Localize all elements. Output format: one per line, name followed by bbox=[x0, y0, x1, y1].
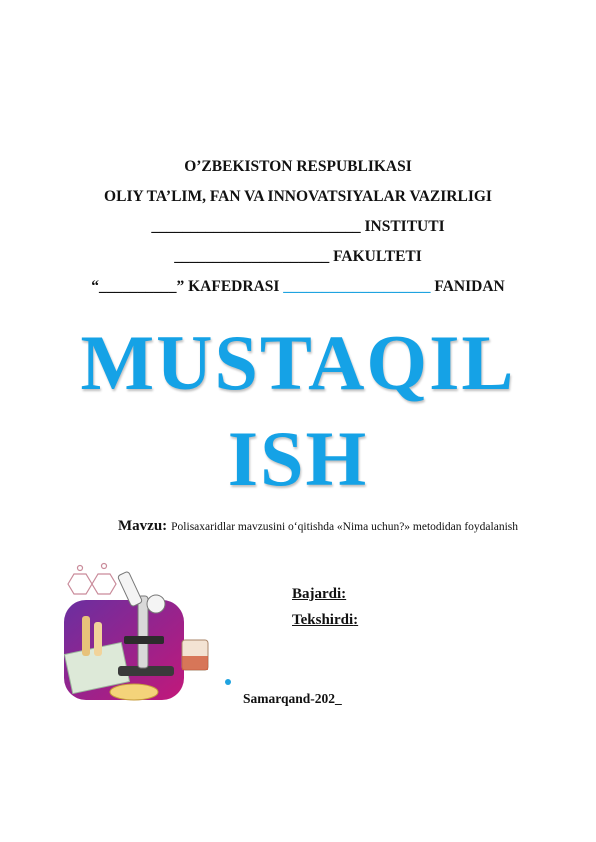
topic bbox=[118, 517, 518, 535]
faculty-blank: ____________________ bbox=[174, 248, 330, 265]
institute-label: INSTITUTI bbox=[364, 218, 445, 235]
title-line-2: ISH bbox=[227, 415, 369, 502]
institute-line bbox=[0, 218, 596, 236]
lab-illustration-svg bbox=[58, 556, 238, 706]
checked-by-colon: : bbox=[353, 612, 359, 628]
department-label: KAFEDRASI bbox=[188, 278, 280, 295]
ministry-heading: OLIY TA’LIM, FAN VA INNOVATSIYALAR VAZIRLIGI bbox=[104, 188, 492, 205]
beaker-icon bbox=[182, 640, 208, 670]
faculty-line bbox=[0, 248, 596, 266]
performed-by-label: Bajardi: bbox=[292, 586, 347, 602]
department-line bbox=[0, 278, 596, 296]
republic-heading: O’ZBEKISTON RESPUBLIKASI bbox=[184, 158, 412, 175]
test-tube-icon bbox=[82, 616, 90, 656]
blue-dot bbox=[225, 679, 231, 685]
subject-blank: ___________________ bbox=[283, 278, 431, 295]
title-line-1: MUSTAQIL bbox=[80, 319, 516, 406]
topic-label: Mavzu: bbox=[118, 518, 168, 534]
petri-dish-icon bbox=[110, 684, 158, 700]
subject-label: FANIDAN bbox=[434, 278, 505, 295]
faculty-label: FAKULTETI bbox=[333, 248, 422, 265]
institute-blank: ___________________________ bbox=[151, 218, 361, 235]
checked-by-label: Tekshirdi bbox=[292, 612, 354, 628]
department-blank: “__________” bbox=[91, 278, 185, 295]
city-year: Samarqand-202_ bbox=[243, 691, 342, 706]
laboratory-microscope-illustration bbox=[58, 556, 238, 706]
topic-value: Polisaxaridlar mavzusini o‘qitishda «Nima uchun?» metodidan foydalanish bbox=[171, 521, 518, 533]
checked-by-line bbox=[292, 612, 358, 629]
molecule-icon bbox=[68, 564, 116, 595]
